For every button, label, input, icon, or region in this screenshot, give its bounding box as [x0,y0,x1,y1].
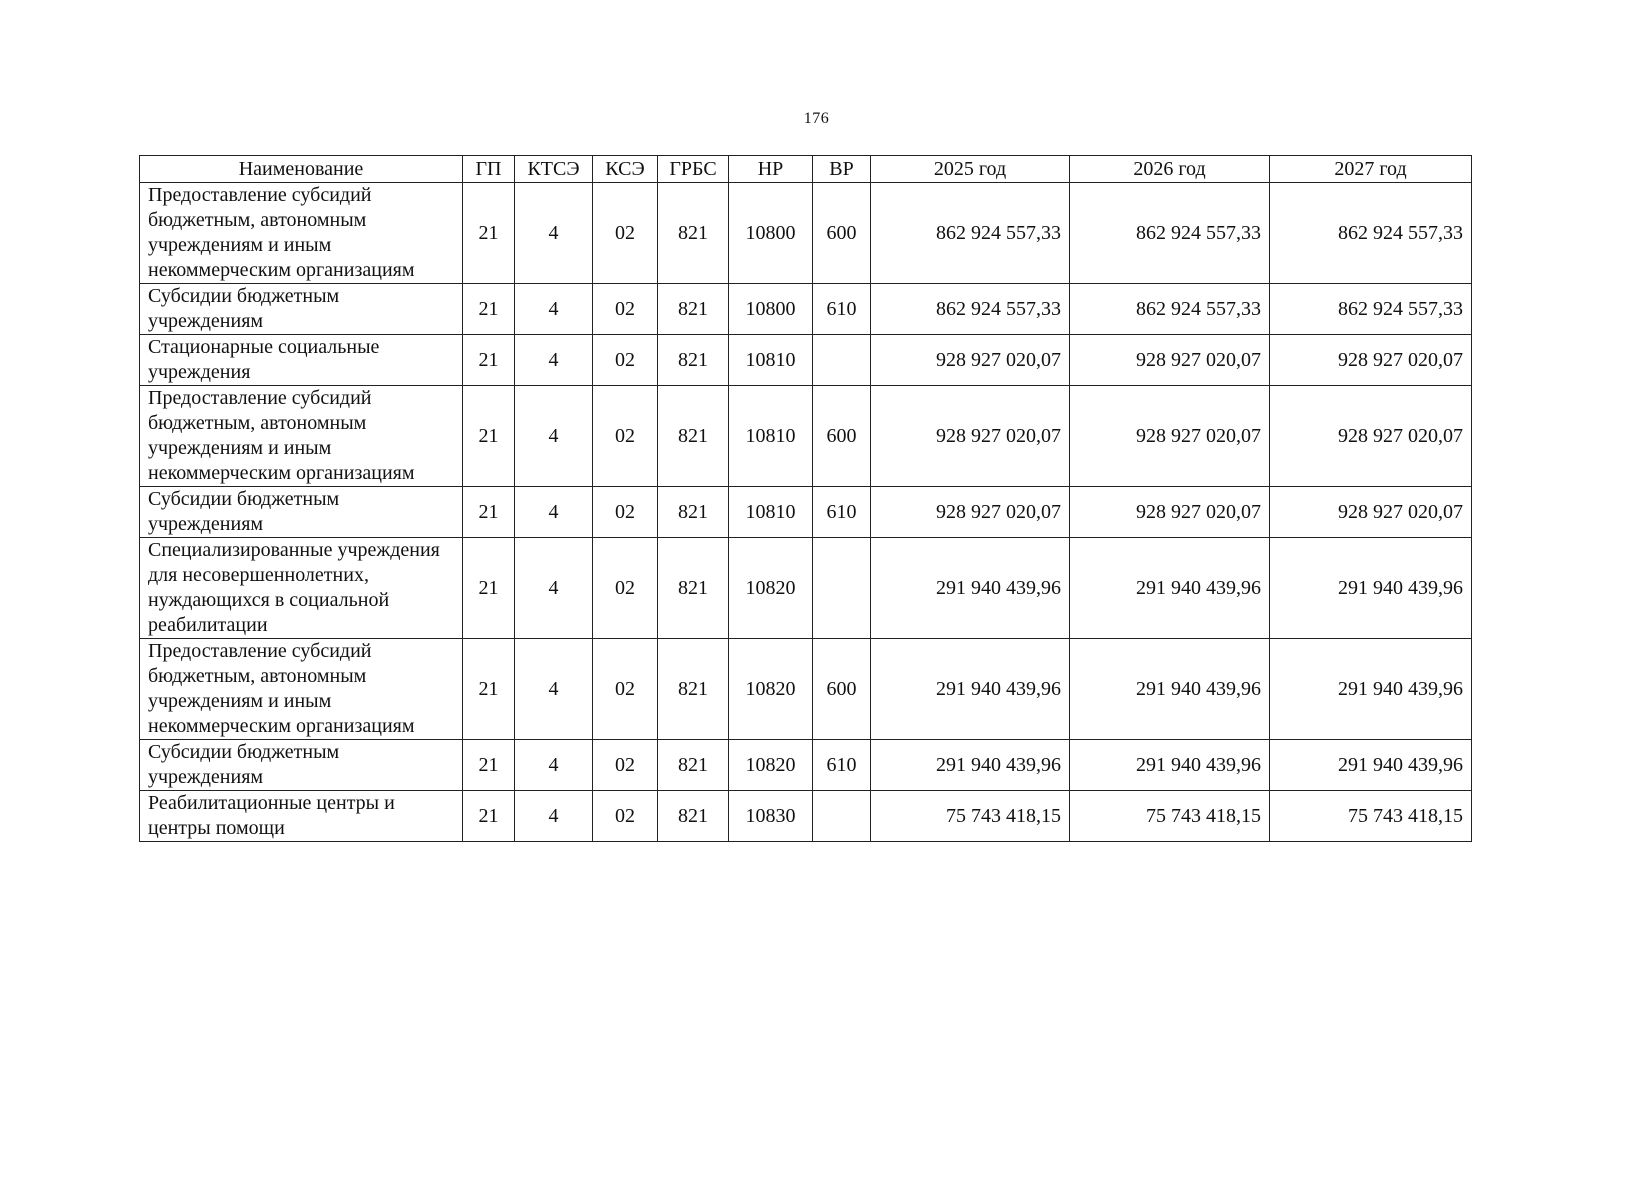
cell-nr: 10820 [729,740,813,791]
cell-gp: 21 [463,284,515,335]
table-row [140,284,1472,335]
cell-y2027: 291 940 439,96 [1270,740,1472,791]
table-header-row [140,156,1472,183]
cell-y2027: 75 743 418,15 [1270,791,1472,842]
cell-kse: 02 [593,487,658,538]
cell-name: Предоставление субсидий бюджетным, автономным учреждениям и иным некоммерческим организациям [140,183,463,284]
cell-gp: 21 [463,386,515,487]
header-2026: 2026 год [1070,156,1270,183]
cell-nr: 10820 [729,538,813,639]
cell-ktse: 4 [515,639,593,740]
cell-grbs: 821 [658,639,729,740]
cell-vr: 600 [813,183,871,284]
cell-vr: 600 [813,639,871,740]
table-row [140,183,1472,284]
header-vr: ВР [813,156,871,183]
cell-ktse: 4 [515,284,593,335]
table-row [140,791,1472,842]
cell-name: Предоставление субсидий бюджетным, автономным учреждениям и иным некоммерческим организациям [140,639,463,740]
cell-grbs: 821 [658,538,729,639]
cell-y2025: 862 924 557,33 [871,284,1070,335]
cell-vr: 610 [813,740,871,791]
cell-kse: 02 [593,335,658,386]
cell-gp: 21 [463,487,515,538]
cell-y2026: 928 927 020,07 [1070,386,1270,487]
table-row [140,335,1472,386]
cell-y2027: 862 924 557,33 [1270,284,1472,335]
cell-nr: 10830 [729,791,813,842]
cell-y2027: 291 940 439,96 [1270,639,1472,740]
cell-vr [813,335,871,386]
cell-name: Стационарные социальные учреждения [140,335,463,386]
cell-y2026: 291 940 439,96 [1070,538,1270,639]
cell-gp: 21 [463,791,515,842]
cell-vr [813,791,871,842]
cell-gp: 21 [463,335,515,386]
cell-nr: 10810 [729,487,813,538]
page-number: 176 [803,110,830,127]
cell-ktse: 4 [515,335,593,386]
cell-grbs: 821 [658,791,729,842]
cell-name: Субсидии бюджетным учреждениям [140,487,463,538]
cell-y2025: 862 924 557,33 [871,183,1070,284]
cell-nr: 10800 [729,284,813,335]
cell-gp: 21 [463,639,515,740]
header-gp: ГП [463,156,515,183]
cell-kse: 02 [593,284,658,335]
cell-y2027: 291 940 439,96 [1270,538,1472,639]
cell-y2025: 291 940 439,96 [871,639,1070,740]
cell-ktse: 4 [515,487,593,538]
cell-y2027: 862 924 557,33 [1270,183,1472,284]
cell-grbs: 821 [658,183,729,284]
cell-y2027: 928 927 020,07 [1270,487,1472,538]
header-name: Наименование [140,156,463,183]
cell-ktse: 4 [515,791,593,842]
cell-kse: 02 [593,538,658,639]
header-2027: 2027 год [1270,156,1472,183]
cell-gp: 21 [463,183,515,284]
cell-nr: 10800 [729,183,813,284]
header-nr: НР [729,156,813,183]
header-kse: КСЭ [593,156,658,183]
cell-y2026: 928 927 020,07 [1070,335,1270,386]
table-row [140,386,1472,487]
cell-ktse: 4 [515,538,593,639]
table-row [140,538,1472,639]
cell-y2026: 291 940 439,96 [1070,639,1270,740]
cell-vr: 600 [813,386,871,487]
cell-kse: 02 [593,791,658,842]
cell-y2026: 862 924 557,33 [1070,284,1270,335]
table-row [140,487,1472,538]
cell-vr [813,538,871,639]
cell-y2026: 291 940 439,96 [1070,740,1270,791]
cell-gp: 21 [463,740,515,791]
cell-grbs: 821 [658,740,729,791]
cell-vr: 610 [813,284,871,335]
cell-ktse: 4 [515,386,593,487]
cell-grbs: 821 [658,284,729,335]
cell-ktse: 4 [515,740,593,791]
cell-y2025: 75 743 418,15 [871,791,1070,842]
table-row [140,740,1472,791]
header-ktse: КТСЭ [515,156,593,183]
cell-grbs: 821 [658,386,729,487]
cell-kse: 02 [593,386,658,487]
cell-y2025: 928 927 020,07 [871,335,1070,386]
budget-table [139,155,1472,842]
cell-y2027: 928 927 020,07 [1270,386,1472,487]
cell-kse: 02 [593,183,658,284]
cell-kse: 02 [593,740,658,791]
cell-grbs: 821 [658,487,729,538]
cell-y2026: 75 743 418,15 [1070,791,1270,842]
header-2025: 2025 год [871,156,1070,183]
cell-grbs: 821 [658,335,729,386]
cell-name: Субсидии бюджетным учреждениям [140,284,463,335]
cell-y2026: 928 927 020,07 [1070,487,1270,538]
cell-vr: 610 [813,487,871,538]
cell-y2026: 862 924 557,33 [1070,183,1270,284]
cell-name: Реабилитационные центры и центры помощи [140,791,463,842]
cell-kse: 02 [593,639,658,740]
cell-y2025: 291 940 439,96 [871,538,1070,639]
cell-nr: 10810 [729,386,813,487]
cell-name: Субсидии бюджетным учреждениям [140,740,463,791]
cell-ktse: 4 [515,183,593,284]
cell-y2025: 291 940 439,96 [871,740,1070,791]
cell-name: Предоставление субсидий бюджетным, автономным учреждениям и иным некоммерческим организациям [140,386,463,487]
cell-y2025: 928 927 020,07 [871,487,1070,538]
cell-name: Специализированные учреждения для несовершеннолетних, нуждающихся в социальной реабилитации [140,538,463,639]
cell-nr: 10820 [729,639,813,740]
cell-y2025: 928 927 020,07 [871,386,1070,487]
cell-y2027: 928 927 020,07 [1270,335,1472,386]
header-grbs: ГРБС [658,156,729,183]
cell-nr: 10810 [729,335,813,386]
cell-gp: 21 [463,538,515,639]
table-row [140,639,1472,740]
